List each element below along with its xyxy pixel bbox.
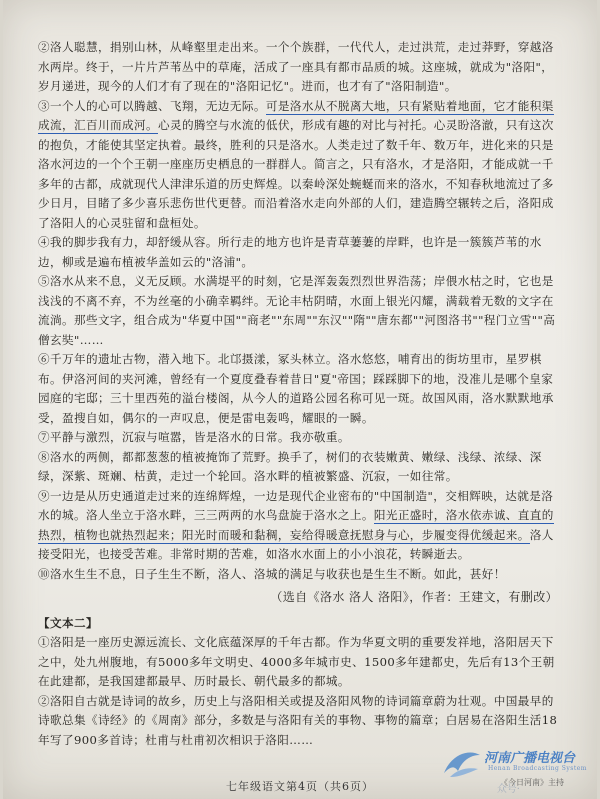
paragraph-8: ⑧洛水的两侧，都都葱葱的植被掩饰了荒野。换手了，树们的衣装嫩黄、嫩绿、浅绿、浓绿、深绿，深紫、斑斓、枯黄，走过一个轮回。洛水畔的植被繁盛、沉寂，一如往常。 xyxy=(38,449,542,483)
paragraph-9 xyxy=(38,487,558,565)
watermark-subtitle: Henan Broadcasting System xyxy=(488,765,587,772)
paragraph-6: ⑥千万年的遗址古物，潜入地下。北邙摄漾，冢头林立。洛水悠悠，哺育出的街坊里市，星罗棋布。伊洛河间的夹河滩，曾经有一个夏度叠春着昔日"夏"帝国；踩踩脚下的地，没准儿是哪个皇家园庭的宅邸；三十里西苑的溢台楼阁，从今人的道路公园名称可见一斑。故国风雨，洛水默默地承受，盈搜自如，偶尔的一声叹息，便是雷电轰鸣，耀眼的一瞬。 xyxy=(38,352,554,425)
paragraph-3-rest: 心灵的腾空与水流的低伏，形成有趣的对比与衬托。心灵盼洛澈，只有这次的抱负，才能使其坚定执着。最终，胜利的只是洛水。人类走过了数千年、数万年，进化来的只是洛水河边的一个个王朝一座座历史栖息的一群群人。简言之，只有洛水，才是洛阳，才能成就一千多年的古都，成就现代人津津乐道的历史辉煌。以秦岭深处蜿蜒而来的洛水，不知春秋地流过了多少日月，目睹了多少喜乐悲伤世代更替。而沿着洛水走向外部的人们，建造腾空辗转之后，洛阳成了洛阳人的心灵驻留和盘桓处。 xyxy=(38,118,554,230)
paragraph-9-start: ⑨一边是从历史通道走过来的连绵辉煌，一边是现代企业密布的"中国制造"，交相辉映，达就是洛水的城。洛人坐立于洛水畔，三三两两的水鸟盘旋于洛水之上。 xyxy=(38,488,554,522)
paragraph-3 xyxy=(38,97,558,234)
paragraph-10: ⑩洛水生生不息，日子生生不断，洛人、洛城的满足与收获也是生生不断。如此，甚好！ xyxy=(38,566,506,581)
paragraph-7: ⑦平静与激烈，沉寂与喧嚣，皆是洛水的日常。我亦敬重。 xyxy=(38,430,350,444)
watermark-faint-text: 众号· xyxy=(496,784,520,795)
watermark-title: 河南广播电视台 xyxy=(484,751,576,766)
broadcaster-watermark xyxy=(440,741,590,793)
page-footer: 七年级语文第4页（共6页） xyxy=(226,780,374,793)
paragraph-5: ⑤洛水从来不息，义无反顾。水满堤平的时刻，它是浑轰轰烈烈世界浩荡；岸偎水枯之时，它也是浅浅的不离不弃，不为丝毫的小确幸羁绊。无论丰枯阴晴，水面上银光闪耀，满载着无数的文字在流淌。那些文字，组合成为"华夏中国""商老""东周""东汉""隋""唐东都""河图洛书""程门立雪""高僧玄奘"…… xyxy=(38,274,556,347)
section-2-paragraph-2: ②洛阳自古就是诗词的故乡，历史上与洛阳相关或提及洛阳风物的诗词篇章蔚为壮观。中国最早的诗歌总集《诗经》的《周南》部分，多数是与洛阳有关的事物、事物的篇章；白居易在洛阳生活18年写了900多首诗；杜甫与杜甫初次相识于洛阳…… xyxy=(38,693,558,747)
watermark-program: 《今日河南》主持 xyxy=(500,778,564,787)
exam-page-content xyxy=(38,38,558,750)
paragraph-3-start: ③一个人的心可以腾越、飞翔，无边无际。 xyxy=(38,98,266,113)
paragraph-3-underlined: 可是洛水从不脱离大地，只有紧贴着地面，它才能积渠成流，汇百川而成河。 xyxy=(38,98,554,132)
section-2-title: 【文本二】 xyxy=(38,615,98,630)
section-2-paragraph-1: ①洛阳是一座历史源远流长、文化底蕴深厚的千年古都。作为华夏文明的重要发祥地，洛阳居天下之中，处九州腹地，有5000多年文明史、4000多年城市史、1500多年建都史，先后有13个王朝在此建都，是我国建都最早、历时最长、朝代最多的都城。 xyxy=(38,635,555,688)
source-citation: （选自《洛水 洛人 洛阳》，作者：王建文，有删改） xyxy=(270,590,558,604)
paragraph-4: ④我的脚步我有力，却舒缓从容。所行走的地方也许是青草萋萋的岸畔，也许是一簇簇芦苇的水边，柳或是遍布植被华盖如云的"洛浦"。 xyxy=(38,235,542,269)
paragraph-9-underlined: 阳光正盛时，洛水依赤诚、直直的热烈，植物也就热烈起来；阳光时而暖和黏稠，妄给得暖意抚慰身与心，步履变得优缓起来。 xyxy=(38,508,554,542)
paragraph-9-rest: 洛人接受阳光，也接受苦难。非常时期的苦难，如洛水水面上的小小浪花，转瞬逝去。 xyxy=(38,527,554,561)
bird-logo-icon xyxy=(440,743,484,787)
paragraph-2: ②洛人聪慧，捐别山林，从峰壑里走出来。一个个族群，一代代人，走过洪荒，走过莽野，穿越洛水两岸。终于，一片片芦苇丛中的草庵，活成了一座具有都市品质的城。这座城，就成为"洛阳"，岁月递进，现今的人们才有了现在的"洛阳记忆"。进而，也才有了"洛阳制造"。 xyxy=(38,40,554,93)
